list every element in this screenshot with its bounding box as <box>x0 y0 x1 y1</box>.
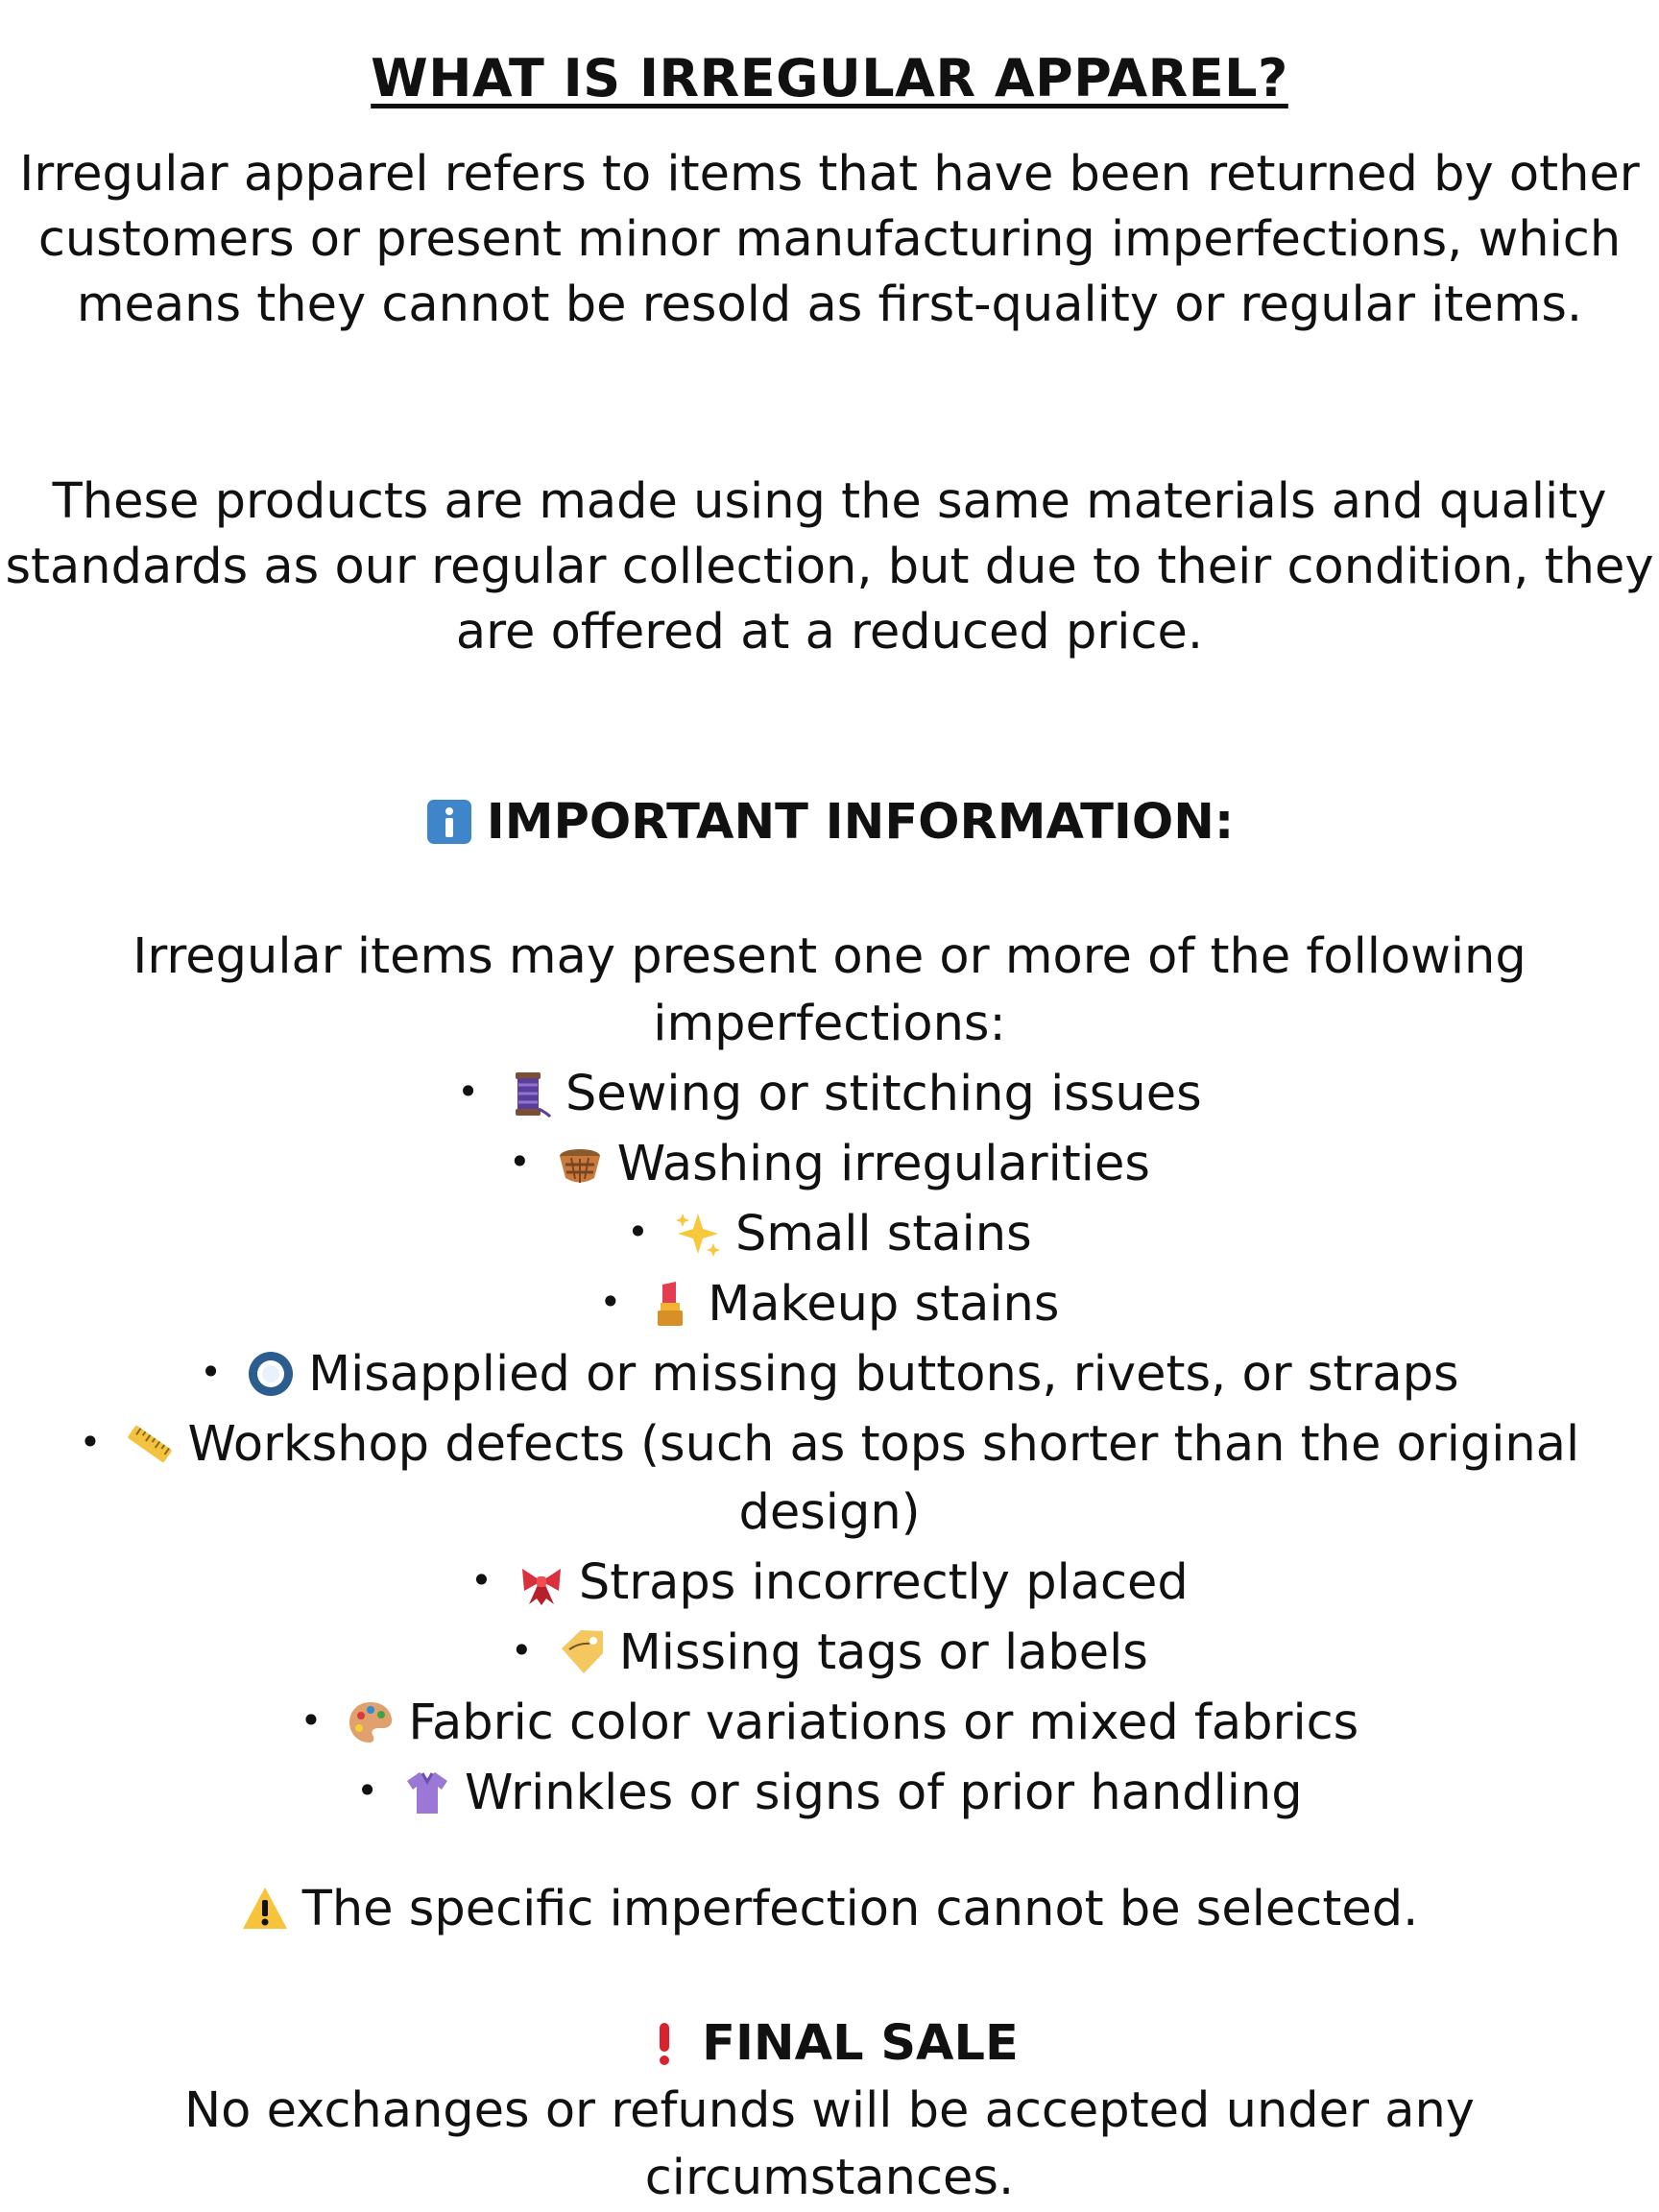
button-icon <box>247 1350 295 1398</box>
exclamation-icon <box>640 2019 688 2067</box>
page-title: WHAT IS IRREGULAR APPAREL? <box>371 48 1288 108</box>
final-sale-heading <box>0 2010 1659 2078</box>
info-icon <box>425 798 473 846</box>
bullet-marker: • <box>457 1070 479 1113</box>
imperfection-label: Sewing or stitching issues <box>565 1066 1202 1122</box>
list-item <box>0 1058 1659 1128</box>
thread-spool-icon <box>504 1070 552 1118</box>
list-item <box>0 1128 1659 1198</box>
materials-paragraph: These products are made using the same materials and quality standards as our regular collection, but due to their condition, they are offered at a reduced price. <box>5 473 1654 661</box>
sparkles-icon <box>674 1210 722 1258</box>
imperfections-list <box>0 1058 1659 1827</box>
bullet-marker: • <box>511 1629 533 1671</box>
list-item <box>0 1338 1659 1408</box>
imperfection-label: Fabric color variations or mixed fabrics <box>408 1695 1359 1751</box>
imperfection-label: Washing irregularities <box>616 1136 1150 1192</box>
warning-text: The specific imperfection cannot be selected. <box>301 1881 1419 1937</box>
palette-icon <box>347 1698 395 1746</box>
bullet-marker: • <box>300 1699 323 1742</box>
imperfection-label: Makeup stains <box>708 1276 1060 1333</box>
imperfections-intro: Irregular items may present one or more of the following imperfections: <box>132 928 1527 1052</box>
list-item <box>0 1757 1659 1827</box>
imperfection-label: Workshop defects (such as tops shorter than the original design) <box>187 1416 1580 1541</box>
bullet-marker: • <box>79 1421 102 1463</box>
bullet-marker: • <box>599 1281 622 1323</box>
shirt-icon <box>403 1768 451 1816</box>
list-item <box>0 1547 1659 1617</box>
ribbon-icon <box>517 1558 565 1606</box>
imperfection-label: Straps incorrectly placed <box>578 1554 1189 1611</box>
list-item <box>0 1198 1659 1268</box>
basket-icon <box>556 1140 604 1188</box>
imperfection-label: Missing tags or labels <box>618 1624 1148 1681</box>
important-heading-text: IMPORTANT INFORMATION: <box>486 794 1235 851</box>
bullet-marker: • <box>356 1769 378 1812</box>
bullet-marker: • <box>627 1211 649 1253</box>
final-sale-text: No exchanges or refunds will be accepted under any circumstances. <box>184 2082 1475 2206</box>
tag-icon <box>558 1628 606 1676</box>
final-sale-title: FINAL SALE <box>702 2015 1019 2072</box>
list-item <box>0 1617 1659 1687</box>
warning-icon <box>241 1885 289 1933</box>
lipstick-icon <box>646 1280 694 1328</box>
ruler-icon <box>126 1420 174 1468</box>
definition-paragraph: Irregular apparel refers to items that have been returned by other customers or present minor manufacturing imperfections, which means they cannot be resold as first-quality or regular items. <box>19 146 1640 333</box>
bullet-marker: • <box>470 1559 493 1601</box>
imperfection-label: Misapplied or missing buttons, rivets, or straps <box>308 1346 1459 1403</box>
imperfection-label: Wrinkles or signs of prior handling <box>465 1765 1303 1821</box>
imperfection-label: Small stains <box>734 1206 1032 1262</box>
list-item <box>0 1268 1659 1338</box>
important-information-heading <box>0 789 1659 856</box>
list-item <box>0 1408 1659 1547</box>
list-item <box>0 1687 1659 1757</box>
bullet-marker: • <box>509 1141 531 1183</box>
selection-warning <box>0 1876 1659 1943</box>
bullet-marker: • <box>200 1351 222 1393</box>
